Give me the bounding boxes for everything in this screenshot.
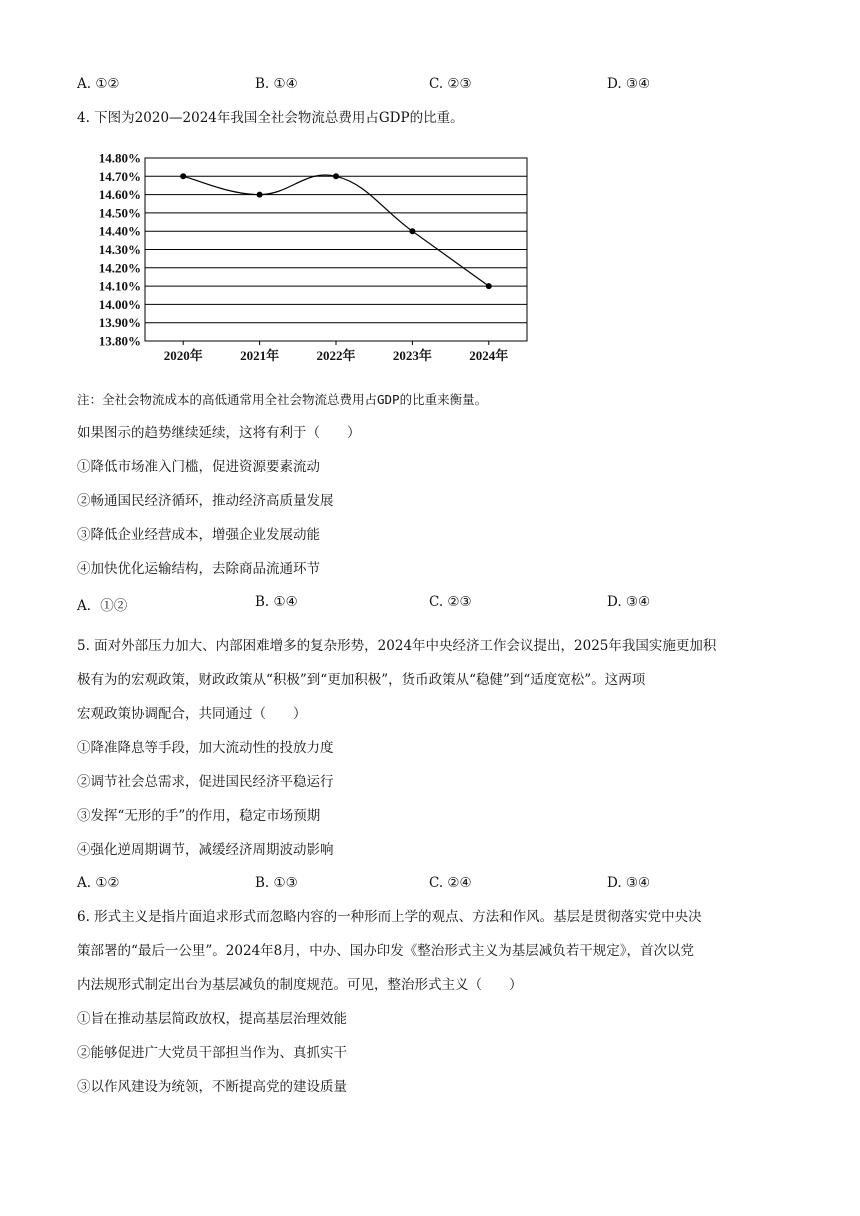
q3-option-b: B. ①④	[255, 76, 298, 92]
q6-line-3: 内法规形式制定出台为基层减负的制度规范。可见，整治形式主义（ ）	[77, 977, 523, 993]
q4-option-c: C. ②③	[429, 594, 472, 610]
logistics-cost-chart	[77, 148, 537, 368]
q4-note: 注：全社会物流成本的高低通常用全社会物流总费用占GDP的比重来衡量。	[77, 392, 488, 407]
y-tick-label: 14.60%	[98, 187, 141, 203]
q5-options	[77, 875, 797, 893]
q5-option-a: A. ①②	[77, 875, 120, 891]
data-point	[486, 283, 492, 289]
q4-option-d: D. ③④	[607, 594, 651, 610]
q3-option-c: C. ②③	[429, 76, 472, 92]
q5-item-3: ③发挥“无形的手”的作用，稳定市场预期	[77, 808, 321, 824]
y-tick-label: 14.30%	[98, 242, 141, 257]
q6-line-2: 策部署的“最后一公里”。2024年8月，中办、国办印发《整治形式主义为基层减负若干规定》，首次以党	[77, 943, 694, 959]
q6-item-2: ②能够促进广大党员干部担当作为、真抓实干	[77, 1045, 347, 1061]
q4-option-a: A．①②	[77, 598, 128, 614]
chart-y-ticks	[99, 151, 141, 349]
x-tick-label: 2022年	[316, 348, 356, 363]
chart-series-line	[183, 175, 489, 286]
q6-line-1: 6. 形式主义是指片面追求形式而忽略内容的一种形而上学的观点、方法和作风。基层是贯彻落实党中央决	[77, 909, 702, 925]
q5-item-2: ②调节社会总需求，促进国民经济平稳运行	[77, 774, 334, 790]
chart-x-ticks	[164, 348, 509, 363]
q5-line-3: 宏观政策协调配合，共同通过（ ）	[77, 706, 307, 722]
q4-question: 如果图示的趋势继续延续，这将有利于（ ）	[77, 425, 361, 441]
q3-option-d: D. ③④	[607, 76, 651, 92]
q3-options	[77, 76, 797, 94]
q5-option-c: C. ②④	[429, 875, 472, 891]
q5-option-d: D. ③④	[607, 875, 651, 891]
data-point	[409, 228, 415, 234]
q4-item-3: ③降低企业经营成本，增强企业发展动能	[77, 527, 320, 543]
q5-line-2: 极有为的宏观政策，财政政策从“积极”到“更加积极”，货币政策从“稳健”到“适度宽松”。这两项	[77, 672, 646, 688]
q5-option-b: B. ①③	[255, 875, 298, 891]
y-tick-label: 14.00%	[98, 296, 141, 312]
y-tick-label: 14.50%	[98, 205, 141, 221]
q4-item-1: ①降低市场准入门槛，促进资源要素流动	[77, 459, 320, 475]
data-point	[257, 192, 263, 198]
q4-item-4: ④加快优化运输结构，去除商品流通环节	[77, 561, 320, 577]
y-tick-label: 14.20%	[98, 260, 141, 276]
q4-option-b: B. ①④	[255, 594, 298, 610]
q5-item-1: ①降准降息等手段，加大流动性的投放力度	[77, 740, 334, 756]
q4-options	[77, 594, 797, 612]
q5-line-1: 5. 面对外部压力加大、内部困难增多的复杂形势，2024年中央经济工作会议提出，2025年我国实施更加积	[77, 638, 717, 654]
y-tick-label: 14.80%	[98, 150, 141, 166]
q6-item-3: ③以作风建设为统领，不断提高党的建设质量	[77, 1079, 347, 1095]
x-tick-label: 2021年	[240, 348, 280, 363]
y-tick-label: 13.90%	[98, 315, 141, 331]
q5-item-4: ④强化逆周期调节，减缓经济周期波动影响	[77, 842, 334, 858]
q4-item-2: ②畅通国民经济循环，推动经济高质量发展	[77, 493, 334, 509]
x-tick-label: 2023年	[392, 348, 432, 363]
x-tick-label: 2024年	[469, 348, 509, 363]
data-point	[180, 173, 186, 179]
data-point	[333, 173, 339, 179]
y-tick-label: 14.40%	[98, 223, 141, 239]
q3-option-a: A. ①②	[77, 76, 120, 92]
x-tick-label: 2020年	[163, 348, 203, 363]
chart-grid	[145, 158, 527, 345]
q6-item-1: ①旨在推动基层简政放权，提高基层治理效能	[77, 1011, 347, 1027]
q4-stem: 4. 下图为2020—2024年我国全社会物流总费用占GDP的比重。	[77, 110, 464, 126]
y-tick-label: 14.10%	[98, 278, 141, 294]
y-tick-label: 14.70%	[98, 168, 141, 184]
y-tick-label: 13.80%	[98, 333, 141, 349]
